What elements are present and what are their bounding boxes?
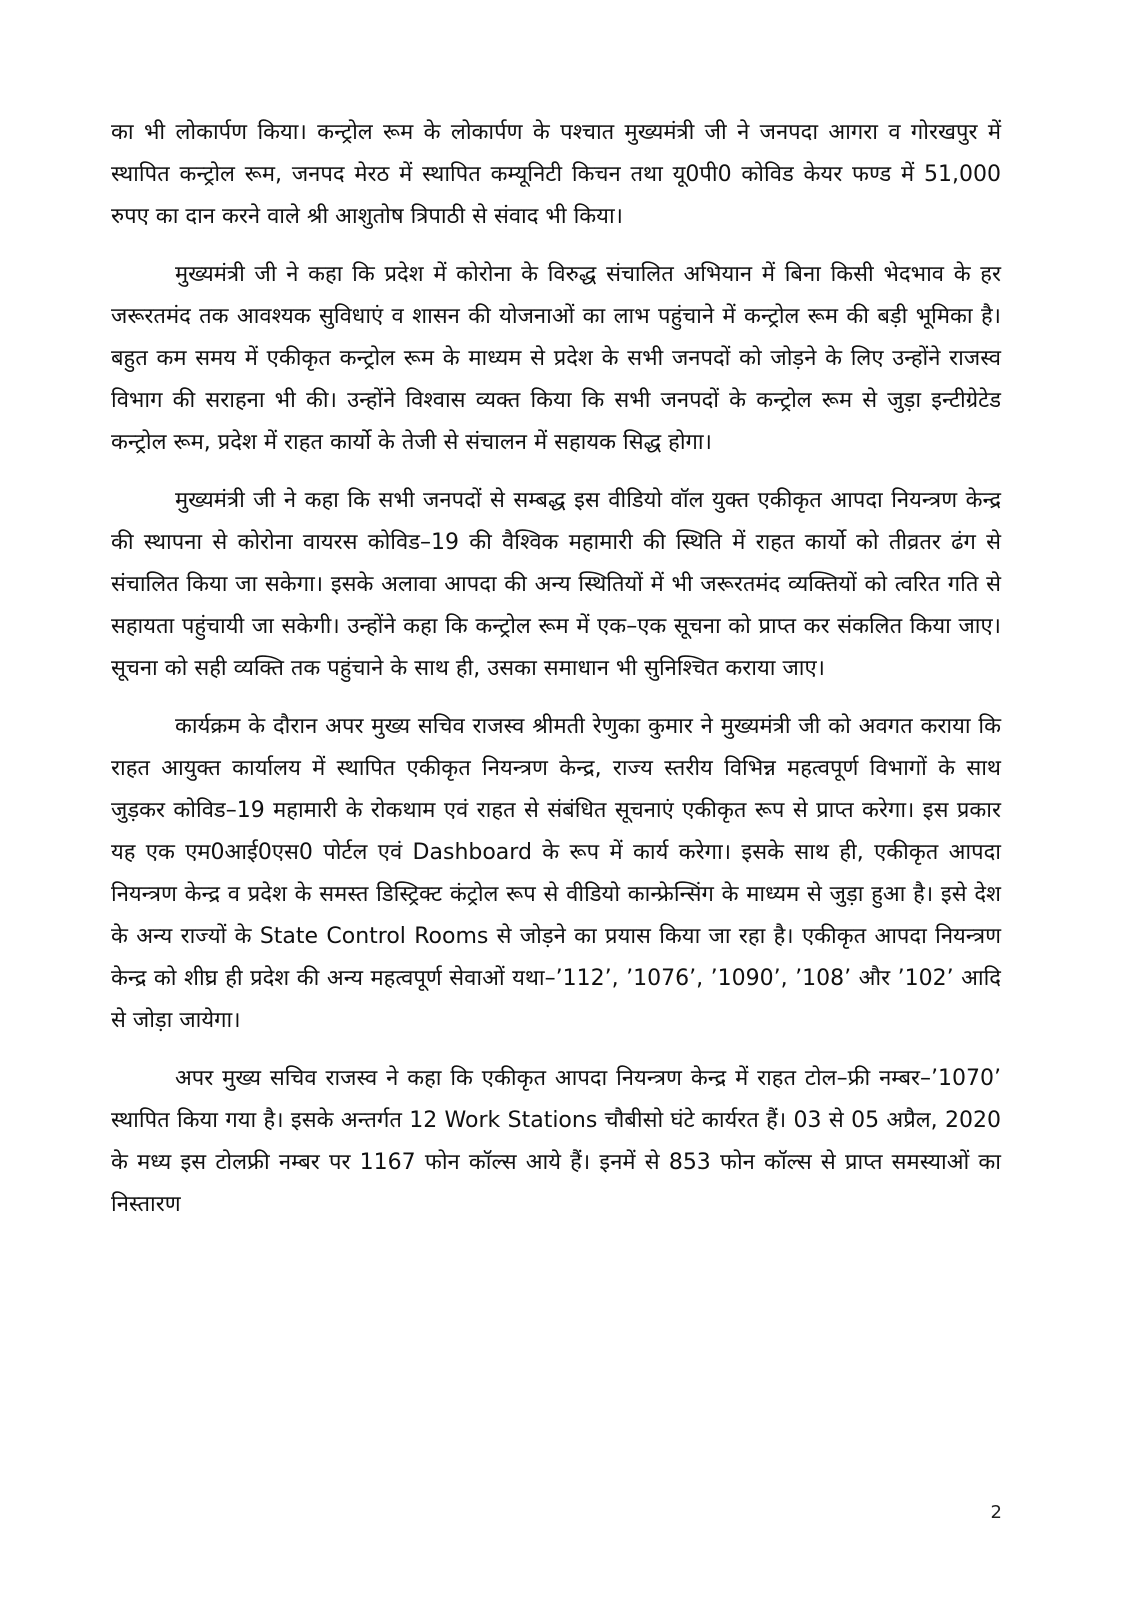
paragraph-2: मुख्यमंत्री जी ने कहा कि प्रदेश में कोरोना के विरुद्ध संचालित अभियान में बिना किसी भेदभाव के हर जरूरतमंद तक आवश्यक सुविधाएं व शासन की योजनाओं का लाभ पहुंचाने में कन्ट्रोल रूम की बड़ी भूमिका है। बहुत कम समय में एकीकृत कन्ट्रोल रूम के माध्यम से प्रदेश के सभी जनपदों को जोड़ने के लिए उन्होंने राजस्व विभाग की सराहना भी की। उन्होंने विश्वास व्यक्त किया कि सभी जनपदों के कन्ट्रोल रूम से जुड़ा इन्टीग्रेटेड कन्ट्रोल रूम, प्रदेश में राहत कार्यो के तेजी से संचालन में सहायक सिद्ध होगा। — [111, 262, 1001, 455]
page-number: 2 — [990, 1502, 1002, 1523]
paragraph-5: अपर मुख्य सचिव राजस्व ने कहा कि एकीकृत आपदा नियन्त्रण केन्द्र में राहत टोल–फ्री नम्बर–’1070’ स्थापित किया गया है। इसके अन्तर्गत 12 Work Stations चौबीसो घंटे कार्यरत हैं। 03 से 05 अप्रैल, 2020 के मध्य इस टोलफ्री नम्बर पर 1167 फोन कॉल्स आये हैं। इनमें से 853 फोन कॉल्स से प्राप्त समस्याओं का निस्तारण — [111, 1066, 1001, 1217]
paragraph-1: का भी लोकार्पण किया। कन्ट्रोल रूम के लोकार्पण के पश्चात मुख्यमंत्री जी ने जनपदा आगरा व गोरखपुर में स्थापित कन्ट्रोल रूम, जनपद मेरठ में स्थापित कम्यूनिटी किचन तथा यू0पी0 कोविड केयर फण्ड में 51,000 रुपए का दान करने वाले श्री आशुतोष त्रिपाठी से संवाद भी किया। — [111, 120, 1001, 229]
paragraph-4: कार्यक्रम के दौरान अपर मुख्य सचिव राजस्व श्रीमती रेणुका कुमार ने मुख्यमंत्री जी को अवगत कराया कि राहत आयुक्त कार्यालय में स्थापित एकीकृत नियन्त्रण केन्द्र, राज्य स्तरीय विभिन्न महत्वपूर्ण विभागों के साथ जुड़कर कोविड–19 महामारी के रोकथाम एवं राहत से संबंधित सूचनाएं एकीकृत रूप से प्राप्त करेगा। इस प्रकार यह एक एम0आई0एस0 पोर्टल एवं Dashboard के रूप में कार्य करेगा। इसके साथ ही, एकीकृत आपदा नियन्त्रण केन्द्र व प्रदेश के समस्त डिस्ट्रिक्ट कंट्रोल रूप से वीडियो कान्फ्रेन्सिंग के माध्यम से जुड़ा हुआ है। इसे देश के अन्य राज्यों के State Control Rooms से जोड़ने का प्रयास किया जा रहा है। एकीकृत आपदा नियन्त्रण केन्द्र को शीघ्र ही प्रदेश की अन्य महत्वपूर्ण सेवाओं यथा–’112’, ’1076’, ’1090’, ’108’ और ’102’ आदि से जोड़ा जायेगा। — [111, 714, 1001, 1033]
document-body — [111, 112, 1001, 1226]
paragraph-3: मुख्यमंत्री जी ने कहा कि सभी जनपदों से सम्बद्ध इस वीडियो वॉल युक्त एकीकृत आपदा नियन्त्रण केन्द्र की स्थापना से कोरोना वायरस कोविड–19 की वैश्विक महामारी की स्थिति में राहत कार्यो को तीव्रतर ढंग से संचालित किया जा सकेगा। इसके अलावा आपदा की अन्य स्थितियों में भी जरूरतमंद व्यक्तियों को त्वरित गति से सहायता पहुंचायी जा सकेगी। उन्होंने कहा कि कन्ट्रोल रूम में एक–एक सूचना को प्राप्त कर संकलित किया जाए। सूचना को सही व्यक्ति तक पहुंचाने के साथ ही, उसका समाधान भी सुनिश्चित कराया जाए। — [111, 488, 1001, 681]
